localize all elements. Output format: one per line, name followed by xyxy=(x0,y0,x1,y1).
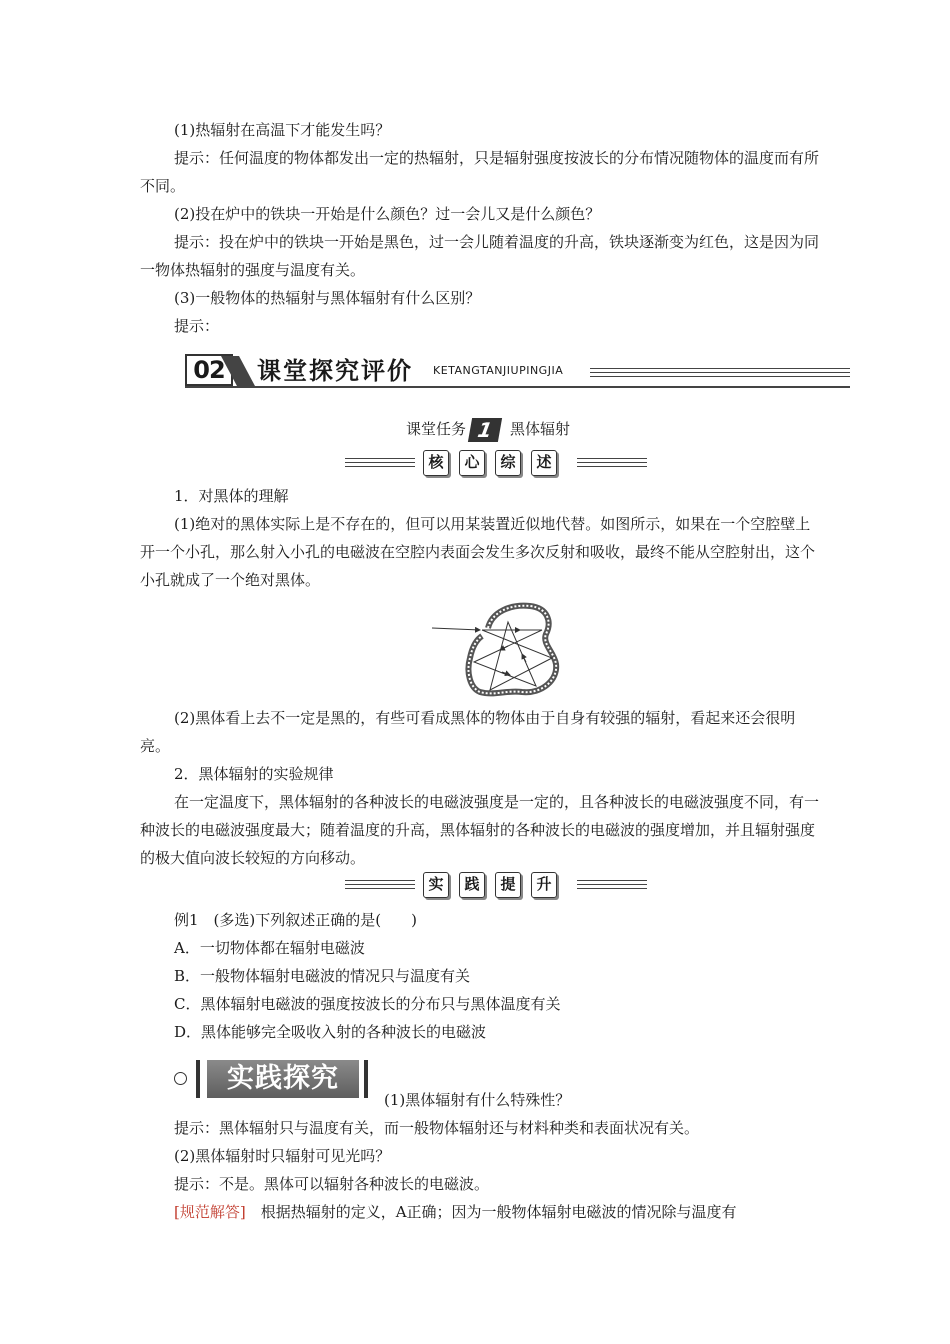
reflected-rays xyxy=(474,622,552,690)
explore-question-1: (1)黑体辐射有什么特殊性？ xyxy=(384,1091,571,1109)
blackbody-cavity-diagram xyxy=(430,600,570,700)
task-number-badge: 1 xyxy=(468,418,502,442)
intro-question-3: (3)一般物体的热辐射与黑体辐射有什么区别？ xyxy=(174,289,481,307)
cavity-wall-texture xyxy=(468,606,556,694)
heading-char: 核 xyxy=(423,450,449,476)
option-b: B．一般物体辐射电磁波的情况只与温度有关 xyxy=(174,967,471,985)
heading-char: 践 xyxy=(459,872,485,898)
label-bar-left xyxy=(196,1060,200,1098)
intro-question-2: (2)投在炉中的铁块一开始是什么颜色？过一会儿又是什么颜色？ xyxy=(174,205,601,223)
section-2-heading: 2．黑体辐射的实验规律 xyxy=(174,765,334,783)
left-rule-lines xyxy=(345,458,415,470)
explore-question-2: (2)黑体辐射时只辐射可见光吗？ xyxy=(174,1147,391,1165)
heading-char: 综 xyxy=(495,450,521,476)
section-2-paragraph-1: 在一定温度下，黑体辐射的各种波长的电磁波强度是一定的，且各种波长的电磁波强度不同，有一种波长的电磁波强度最大；随着温度的升高，黑体辐射的各种波长的电磁波的强度增加，并且辐射强度的极大值向波长较短的方向移动。 xyxy=(140,793,820,867)
explore-hint-2: 提示：不是。黑体可以辐射各种波长的电磁波。 xyxy=(174,1175,490,1193)
example-stem: 例1 (多选)下列叙述正确的是( ) xyxy=(174,911,417,929)
circle-marker-icon xyxy=(174,1072,187,1085)
heading-char: 述 xyxy=(531,450,557,476)
section-title: 课堂探究评价 xyxy=(257,357,413,385)
left-rule-lines xyxy=(345,880,415,892)
option-a: A．一切物体都在辐射电磁波 xyxy=(174,939,365,957)
core-summary-heading xyxy=(345,450,645,480)
right-rule-lines xyxy=(577,458,647,470)
right-rule-lines xyxy=(577,880,647,892)
cavity-wall xyxy=(468,606,556,694)
section-1-paragraph-2: (2)黑体看上去不一定是黑的，有些可看成黑体的物体由于自身有较强的辐射，看起来还会很明亮。 xyxy=(140,709,796,755)
option-d: D．黑体能够完全吸收入射的各种波长的电磁波 xyxy=(174,1023,487,1041)
answer-tag: [规范解答] xyxy=(174,1203,246,1221)
option-c: C．黑体辐射电磁波的强度按波长的分布只与黑体温度有关 xyxy=(174,995,561,1013)
intro-hint-2: 提示：投在炉中的铁块一开始是黑色，过一会儿随着温度的升高，铁块逐渐变为红色，这是因为同一物体热辐射的强度与温度有关。 xyxy=(140,233,820,279)
label-bar-right xyxy=(364,1060,368,1098)
section-pinyin: KETANGTANJIUPINGJIA xyxy=(433,364,564,377)
section-1-heading: 1．对黑体的理解 xyxy=(174,487,289,505)
practice-chars xyxy=(423,872,567,898)
practice-explore-label xyxy=(174,1056,374,1104)
section-1-paragraph-1: (1)绝对的黑体实际上是不存在的，但可以用某装置近似地代替。如图所示，如果在一个空腔壁上开一个小孔，那么射入小孔的电磁波在空腔内表面会发生多次反射和吸收，最终不能从空腔射出，这个小孔就成了一个绝对黑体。 xyxy=(140,515,816,589)
explore-hint-1: 提示：黑体辐射只与温度有关，而一般物体辐射还与材料种类和表面状况有关。 xyxy=(174,1119,700,1137)
task-prefix: 课堂任务 xyxy=(406,420,467,438)
incident-ray xyxy=(432,628,480,630)
heading-char: 心 xyxy=(459,450,485,476)
banner-rule-lines xyxy=(590,368,850,380)
heading-char: 实 xyxy=(423,872,449,898)
core-summary-chars xyxy=(423,450,567,476)
banner-underline xyxy=(185,386,850,388)
intro-hint-1: 提示：任何温度的物体都发出一定的热辐射，只是辐射强度按波长的分布情况随物体的温度而有所不同。 xyxy=(140,149,820,195)
explore-label-text: 实践探究 xyxy=(207,1060,359,1098)
task-title: 黑体辐射 xyxy=(510,420,571,438)
answer-text: 根据热辐射的定义，A正确；因为一般物体辐射电磁波的情况除与温度有 xyxy=(245,1203,737,1221)
task-heading xyxy=(406,414,570,444)
ray-arrow xyxy=(522,654,526,662)
intro-hint-3: 提示： xyxy=(174,317,220,335)
section-number: 02 xyxy=(185,354,233,386)
heading-char: 提 xyxy=(495,872,521,898)
heading-char: 升 xyxy=(531,872,557,898)
practice-heading xyxy=(345,872,645,902)
section-banner xyxy=(185,354,850,390)
standard-answer xyxy=(140,1198,820,1226)
intro-question-1: (1)热辐射在高温下才能发生吗？ xyxy=(174,121,391,139)
